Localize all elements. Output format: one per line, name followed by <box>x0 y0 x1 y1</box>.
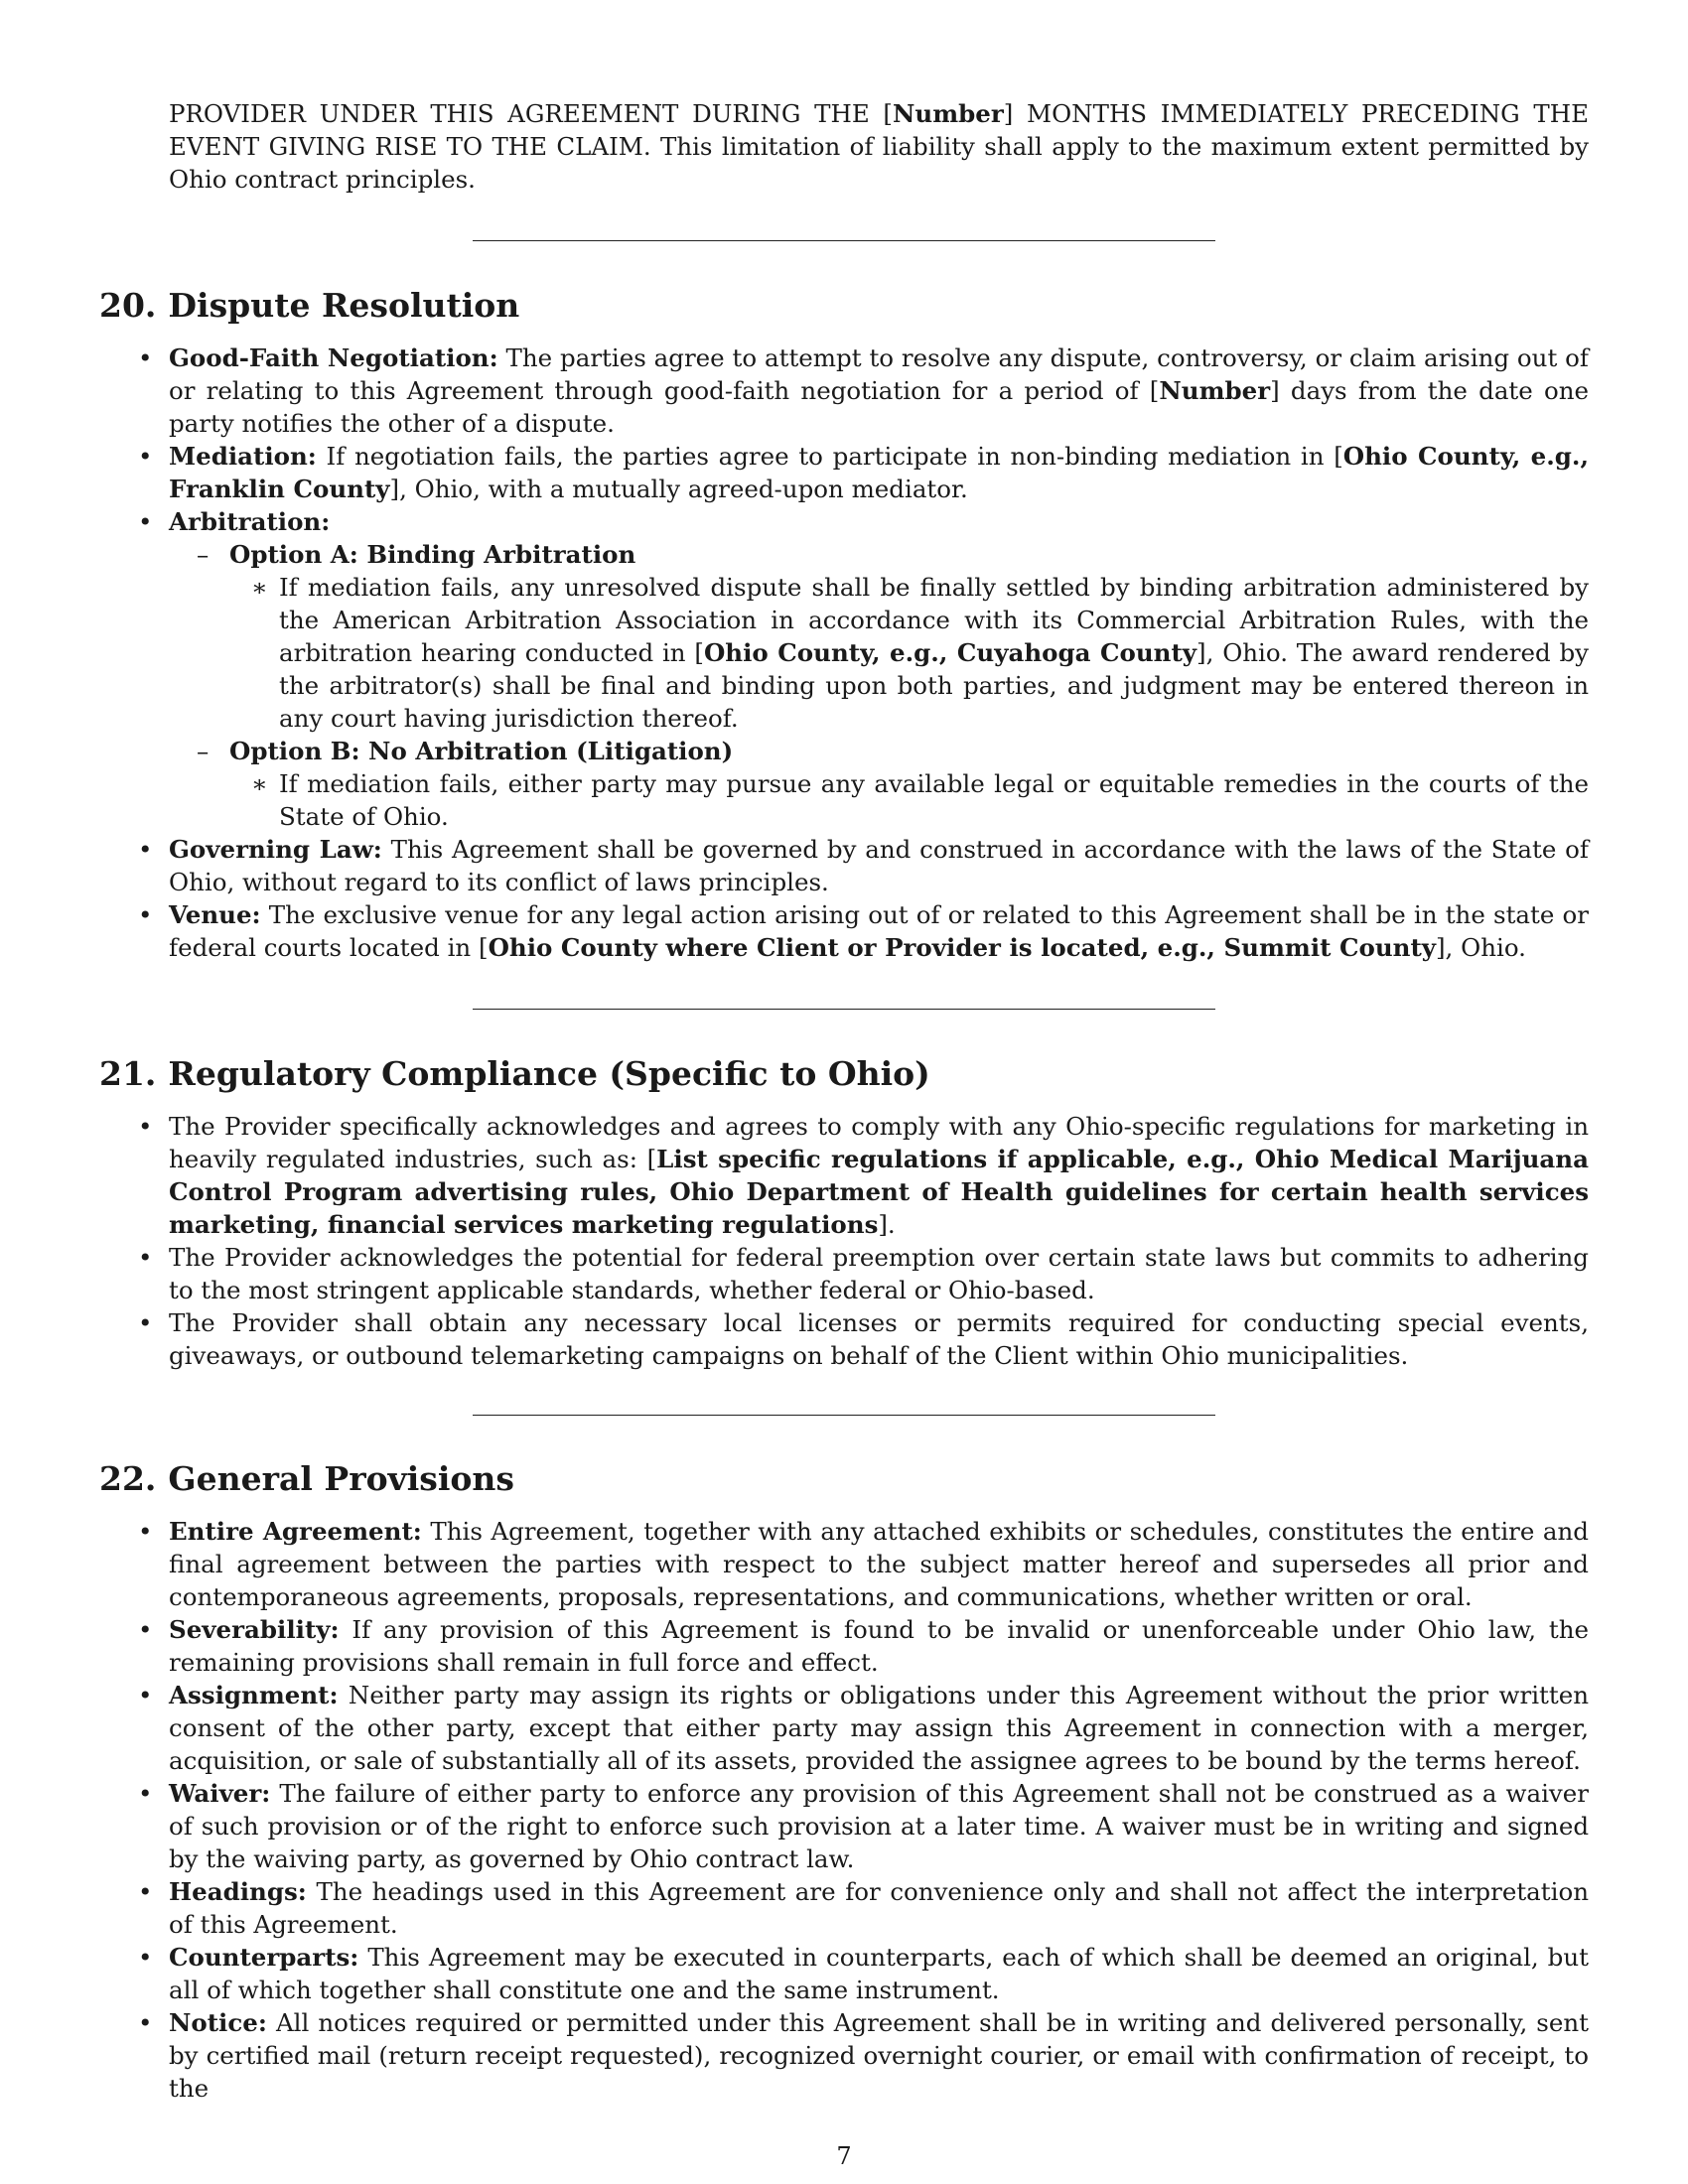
section-21 <box>99 1054 1589 1372</box>
list-item: • The Provider shall obtain any necessary local licenses or permits required for conducting special events, giveaways, or outbound telemarketing campaigns on behalf of the Client within Ohio municipalities. <box>138 1308 1589 1370</box>
list-item-negotiation: • Good-Faith Negotiation: The parties agree to attempt to resolve any dispute, controversy, or claim arising out of or relating to this Agreement through good-faith negotiation for a period of [Number] days from the date one party notifies the other of a dispute. <box>138 343 1590 438</box>
list-item-governing-law: • Governing Law: This Agreement shall be governed by and construed in accordance with the laws of the State of Ohio, without regard to its conflict of laws principles. <box>138 835 1589 896</box>
arbitration-options <box>169 538 1589 833</box>
intro-paragraph <box>99 97 1589 196</box>
option-b-text: ∗ If mediation fails, either party may pursue any available legal or equitable remedies in the courts of the State of Ohio. <box>251 769 1589 831</box>
option-a: – Option A: Binding Arbitration ∗ If mediation fails, any unresolved dispute shall be finally settled by binding arbitration administered by the American Arbitration Association in accordance with its Commercial Arbitration Rules, with the arbitration hearing conducted in [Ohio County, e.g., Cuyahoga County], Ohio. The award rendered by the arbitrator(s) shall be final and binding upon both parties, and judgment may be entered thereon in any court having jurisdiction thereof. <box>197 540 1589 733</box>
option-b: – Option B: No Arbitration (Litigation) ∗ If mediation fails, either party may pursue any available legal or equitable remedies in the courts of the State of Ohio. <box>197 737 1589 831</box>
list-item-arbitration: • Arbitration: – Option A: Binding Arbitration ∗ If mediation fails, any unresolved dispute shall be finally settled by binding arbitration administered by the American Arbitration Association in accordance with its Commercial Arbitration Rules, with the arbitration hearing conducted in [Ohio County, e.g., Cuyahoga County], Ohio. The award rendered by the arbitrator(s) shall be final and binding upon both parties, and judgment may be entered thereon in any court having jurisdiction thereof. – Option B: No Arbitration (Litigation) ∗ If mediation fails, either party may pursue any available legal or equitable remedies in the courts of the State of Ohio. <box>138 507 1589 831</box>
list-item: • The Provider acknowledges the potential for federal preemption over certain state laws but commits to adhering to the most stringent applicable standards, whether federal or Ohio-based. <box>138 1243 1589 1304</box>
list-item-counterparts: • Counterparts: This Agreement may be executed in counterparts, each of which shall be deemed an original, but all of which together shall constitute one and the same instrument. <box>138 1943 1589 2004</box>
list-item-mediation: • Mediation: If negotiation fails, the parties agree to participate in non-binding mediation in [Ohio County, e.g., Franklin County], Ohio, with a mutually agreed-upon mediator. <box>138 442 1589 503</box>
section-heading: 20. Dispute Resolution <box>99 286 520 325</box>
list-item-headings: • Headings: The headings used in this Agreement are for convenience only and shall not affect the interpretation of this Agreement. <box>138 1877 1589 1939</box>
intro-text-2: ] MONTHS IMMEDIATELY PRECEDING THE EVENT GIVING RISE TO THE CLAIM. This limitation of liability shall apply to the maximum extent permitted by Ohio contract principles. <box>169 99 1589 194</box>
section-22 <box>99 1459 1589 2105</box>
list-item-waiver: • Waiver: The failure of either party to enforce any provision of this Agreement shall not be construed as a waiver of such provision or of the right to enforce such provision at a later time. A waiver must be in writing and signed by the waiving party, as governed by Ohio contract law. <box>138 1779 1589 1873</box>
page-number: 7 <box>836 2142 852 2170</box>
list-item-severability: • Severability: If any provision of this Agreement is found to be invalid or unenforceable under Ohio law, the remaining provisions shall remain in full force and effect. <box>138 1615 1589 1677</box>
section-divider <box>99 240 1589 241</box>
list-item: • The Provider specifically acknowledges and agrees to comply with any Ohio-specific regulations for marketing in heavily regulated industries, such as: [List specific regulations if applicable, e.g., Ohio Medical Marijuana Control Program advertising rules, Ohio Department of Health guidelines for certain health services marketing, financial services marketing regulations]. <box>138 1112 1589 1239</box>
section-20 <box>99 286 1589 964</box>
list-item-venue: • Venue: The exclusive venue for any legal action arising out of or related to this Agreement shall be in the state or federal courts located in [Ohio County where Client or Provider is located, e.g., Summit County], Ohio. <box>138 900 1589 962</box>
compliance-list <box>99 1110 1589 1372</box>
intro-text-1: PROVIDER UNDER THIS AGREEMENT DURING THE [ <box>169 99 893 128</box>
list-item-assignment: • Assignment: Neither party may assign its rights or obligations under this Agreement without the prior written consent of the other party, except that either party may assign this Agreement in connection with a merger, acquisition, or sale of substantially all of its assets, provided the assignee agrees to be bound by the terms hereof. <box>138 1681 1589 1775</box>
list-item-entire-agreement: • Entire Agreement: This Agreement, together with any attached exhibits or schedules, constitutes the entire and final agreement between the parties with respect to the subject matter hereof and supersedes all prior and contemporaneous agreements, proposals, representations, and communications, whether written or oral. <box>138 1517 1589 1611</box>
provisions-list <box>99 1515 1589 2105</box>
section-divider <box>99 1415 1589 1416</box>
section-divider <box>99 1009 1589 1010</box>
dispute-list <box>99 341 1589 964</box>
intro-placeholder: Number <box>893 99 1004 128</box>
section-heading: 22. General Provisions <box>99 1459 515 1498</box>
option-a-text: ∗ If mediation fails, any unresolved dispute shall be finally settled by binding arbitration administered by the American Arbitration Association in accordance with its Commercial Arbitration Rules, with the arbitration hearing conducted in [Ohio County, e.g., Cuyahoga County], Ohio. The award rendered by the arbitrator(s) shall be final and binding upon both parties, and judgment may be entered thereon in any court having jurisdiction thereof. <box>251 573 1589 733</box>
list-item-notice: • Notice: All notices required or permitted under this Agreement shall be in writing and delivered personally, sent by certified mail (return receipt requested), recognized overnight courier, or email with confirmation of receipt, to the <box>138 2008 1589 2103</box>
section-heading: 21. Regulatory Compliance (Specific to Ohio) <box>99 1054 930 1093</box>
